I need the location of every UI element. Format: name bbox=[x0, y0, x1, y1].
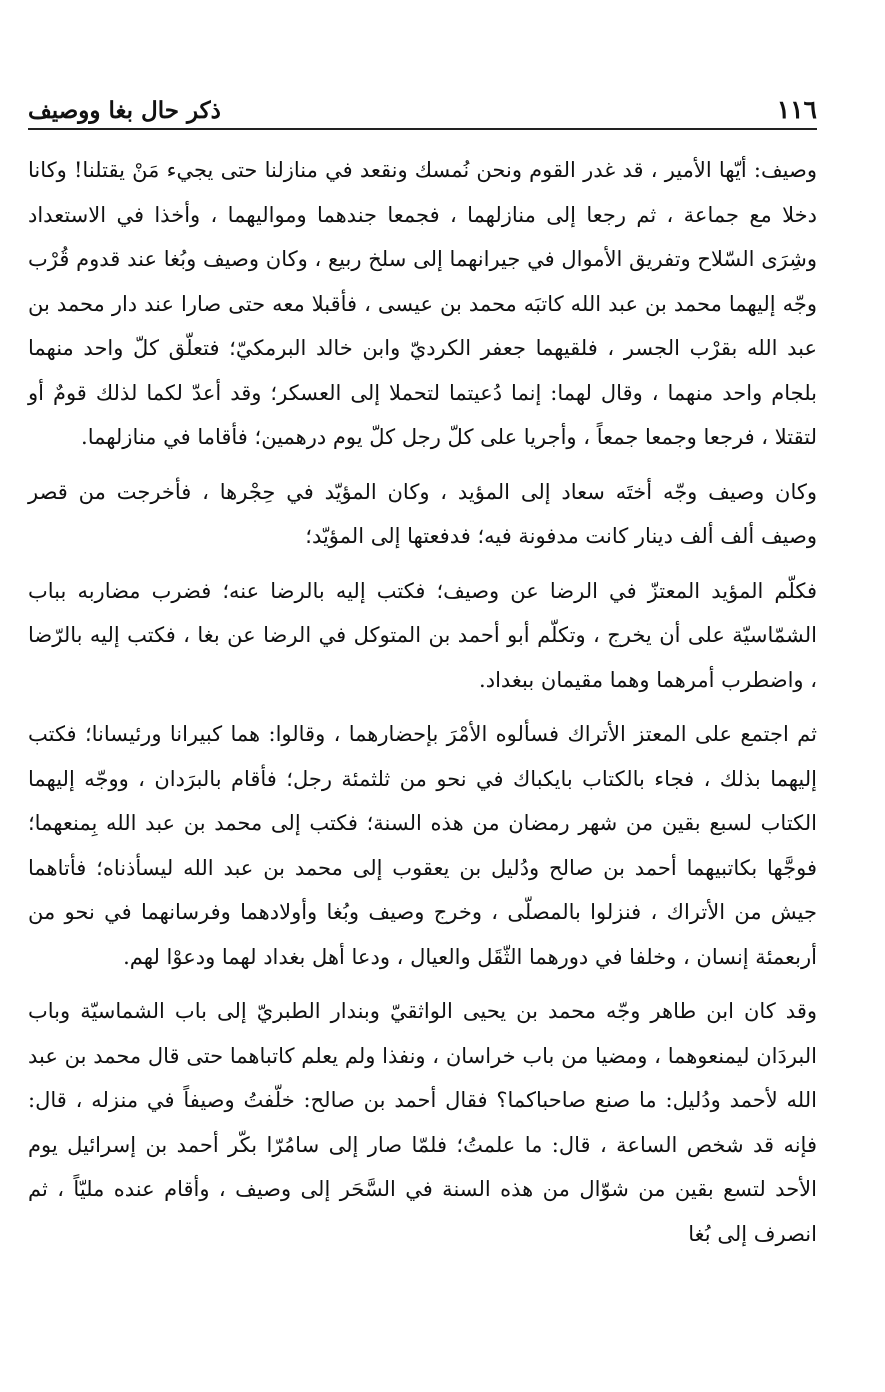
paragraph: وكان وصيف وجّه أختَه سعاد إلى المؤيد ، وكان المؤيّد في حِجْرها ، فأخرجت من قصر وصيف ألف ألف دينار كانت مدفونة فيه؛ فدفعتها إلى المؤيّد؛ bbox=[28, 479, 817, 548]
paragraph: وقد كان ابن طاهر وجّه محمد بن يحيى الواثقيّ وبندار الطبريّ إلى باب الشماسيّة وباب البردَان ليمنعوهما ، ومضيا من باب خراسان ، ونفذا ولم يعلم كاتباهما حتى قال محمد بن عبد الله لأحمد ودُليل: ما صنع صاحباكما؟ فقال أحمد بن صالح: خلّفتُ وصيفاً في منزله ، قال: فإنه قد شخص الساعة ، قال: ما علمتُ؛ فلمّا صار إلى سامُرّا بكّر أحمد بن إسرائيل يوم الأحد لتسع بقين من شوّال من هذه السنة في السَّحَر إلى وصيف ، وأقام عنده مليّاً ، ثم انصرف إلى بُغا bbox=[28, 999, 817, 1246]
paragraph: فكلّم المؤيد المعتزّ في الرضا عن وصيف؛ فكتب إليه بالرضا عنه؛ فضرب مضاربه بباب الشمّاسيّة على أن يخرج ، وتكلّم أبو أحمد بن المتوكل في الرضا عن بغا ، فكتب إليه بالرّضا ، واضطرب أمرهما وهما مقيمان ببغداد. bbox=[28, 578, 817, 692]
paragraph: وصيف: أيّها الأمير ، قد غدر القوم ونحن نُمسك ونقعد في منازلنا حتى يجيء مَنْ يقتلنا! وكانا دخلا مع جماعة ، ثم رجعا إلى منازلهما ، فجمعا جندهما ومواليهما ، وأخذا في الاستعداد وشِرَى السّلاح وتفريق الأموال في جيرانهما إلى سلخ ربيع ، وكان وصيف وبُغا عند قدوم قُرْب وجّه إليهما محمد بن عبد الله كاتبَه محمد بن عيسى ، فأقبلا معه حتى صارا عند دار محمد بن عبد الله بقرْب الجسر ، فلقيهما جعفر الكرديّ وابن خالد البرمكيّ؛ فتعلّق كلّ واحد منهما بلجام واحد منهما ، وقال لهما: إنما دُعيتما لتحملا إلى العسكر؛ وقد أعدّ لكما لذلك قومٌ أو لتقتلا ، فرجعا وجمعا جمعاً ، وأجريا على كلّ رجل كلّ يوم درهمين؛ فأقاما في منازلهما. bbox=[28, 158, 817, 449]
running-title: ذكر حال بغا ووصيف bbox=[28, 97, 221, 124]
paragraph: ثم اجتمع على المعتز الأتراك فسألوه الأمْرَ بإحضارهما ، وقالوا: هما كبيرانا ورئيسانا؛ فكتب إليهما بذلك ، فجاء بالكتاب بايكباك في نحو من ثلثمئة رجل؛ فأقام بالبرَدان ، ووجّه إليهما الكتاب لسبع بقين من شهر رمضان من هذه السنة؛ فكتب إلى محمد بن عبد الله بِمنعهما؛ فوجَّها بكاتبيهما أحمد بن صالح ودُليل بن يعقوب إلى محمد بن عبد الله ليسأذناه؛ فأتاهما جيش من الأتراك ، فنزلوا بالمصلّى ، وخرج وصيف وبُغا وأولادهما وفرسانهما في نحو من أربعمئة إنسان ، وخلفا في دورهما الثّقَل والعيال ، ودعا أهل بغداد لهما ودعوْا لهم. bbox=[28, 722, 817, 969]
page-number: ١١٦ bbox=[776, 95, 817, 124]
page-body bbox=[28, 148, 817, 1256]
page-header bbox=[28, 92, 817, 130]
